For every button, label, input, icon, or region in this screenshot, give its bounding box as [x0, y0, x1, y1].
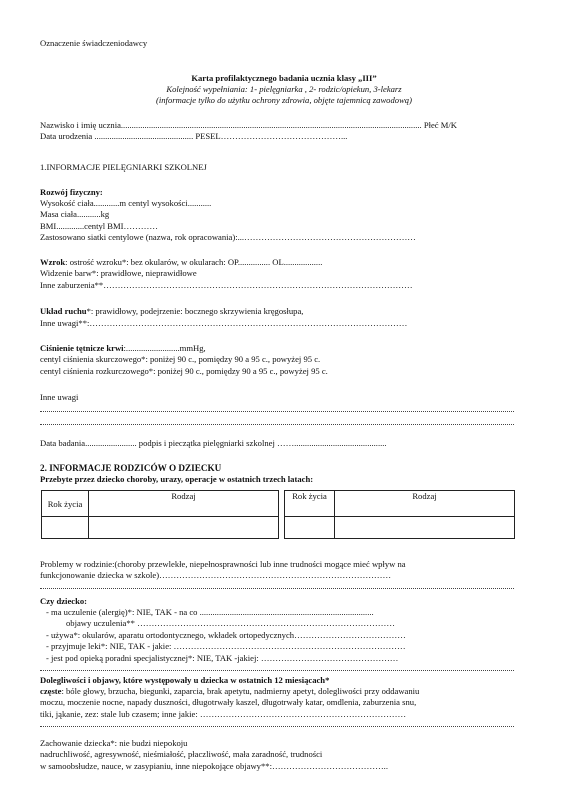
uses-aids-field[interactable]: - używa*: okularów, aparatu ortodontycznego, wkładek ortopedycznych…………………………………	[46, 630, 406, 640]
section2-title: 2. INFORMACJE RODZICÓW O DZIECKU	[40, 463, 222, 473]
systolic-centile-field[interactable]: centyl ciśnienia skurczowego*: poniżej 90 c., pomiędzy 90 a 95 c., powyżej 95 c.	[40, 354, 321, 364]
bp-text: :.........................mmHg,	[123, 343, 206, 353]
centile-grids-field[interactable]: Zastosowano siatki centylowe (nazwa, rok opracowania):...……………………………………………………	[40, 232, 416, 242]
motor-label: Układ ruchu	[40, 306, 87, 316]
type-header: Rodzaj	[335, 491, 515, 517]
diseases-heading: Przebyte przez dziecko choroby, urazy, operacje w ostatnich trzech latach:	[40, 474, 314, 484]
confidentiality-note: (informacje tylko do użytku ochrony zdrowia, objęte tajemnicą zawodową)	[156, 95, 412, 105]
bmi-field[interactable]: BMI.............centyl BMI…………	[40, 221, 158, 231]
other-notes-label: Inne uwagi	[40, 392, 79, 402]
year-cell[interactable]	[42, 517, 89, 539]
specialist-clinic-field[interactable]: - jest pod opieką poradni specjalistycznej*: NIE, TAK -jakiej: …………………………………………	[46, 653, 399, 663]
section-divider	[40, 670, 514, 671]
motor-notes-field[interactable]: Inne uwagi**:…………………………………………………………………………………………………	[40, 318, 408, 328]
section1-title: 1.INFORMACJE PIELĘGNIARKI SZKOLNEJ	[40, 162, 207, 172]
provider-label: Oznaczenie świadczeniodawcy	[40, 38, 148, 48]
exam-date-signature-field[interactable]: Data badania........................ podpis i pieczątka pielęgniarki szkolnej ……...........................................	[40, 438, 387, 448]
ailments-heading: Dolegliwości i objawy, które występowały u dziecka w ostatnich 12 miesiącach*	[40, 675, 330, 685]
motor-field[interactable]	[40, 306, 303, 317]
family-problems-line[interactable]	[40, 588, 514, 589]
year-header: Rok życia	[285, 491, 335, 517]
does-child-heading: Czy dziecko:	[40, 596, 88, 606]
student-name-field[interactable]: Nazwisko i imię ucznia............................................................................................................................................ Płeć M/K	[40, 120, 458, 130]
vision-text: : ostrość wzroku*: bez okularów, w okularach: OP............... OL..................	[65, 257, 323, 267]
behavior-options: nadruchliwość, agresywność, nieśmiałość, płaczliwość, mała zaradność, trudności	[40, 749, 323, 759]
diseases-table-left	[41, 490, 279, 539]
behavior-field[interactable]: Zachowanie dziecka*: nie budzi niepokoju	[40, 738, 188, 748]
weight-field[interactable]: Masa ciała...........kg	[40, 209, 110, 219]
frequent-text: : bóle głowy, brzucha, biegunki, zaparcia, brak apetytu, nadmierny apetyt, dolegliwości przy oddawaniu	[61, 686, 420, 696]
motor-text: *: prawidłowy, podejrzenie: bocznego skrzywienia kręgosłupa,	[86, 306, 304, 316]
physical-heading: Rozwój fizyczny:	[40, 187, 103, 197]
page-title: Karta profilaktycznego badania ucznia klasy „III”	[191, 73, 377, 83]
fill-order-note: Kolejność wypełniania: 1- pielęgniarka , 2- rodzic/opiekun, 3-lekarz	[166, 84, 402, 94]
allergy-field[interactable]: - ma uczulenie (alergię)*: NIE, TAK - na co .................................................................................	[46, 607, 374, 617]
other-disorders-field[interactable]: Inne zaburzenia**………………………………………………………………………………………………	[40, 280, 413, 290]
behavior-other-field[interactable]: w samoobsłudze, nauce, w zasypianiu, inne niepokojące objawy**:…………………………………..	[40, 761, 388, 771]
frequent-ailments-field[interactable]	[40, 686, 419, 697]
notes-line-2[interactable]	[40, 424, 514, 425]
family-problems-field[interactable]: funkcjonowanie dziecka w szkole)………………………………………………………………………	[40, 570, 392, 580]
diastolic-centile-field[interactable]: centyl ciśnienia rozkurczowego*: poniżej 90 c., pomiędzy 90 a 95 c., powyżej 95 c.	[40, 366, 328, 376]
frequent-ailments-line2: moczu, moczenie nocne, napady duszności, długotrwały kaszel, długotrwały katar, omdlenia, zaburzenia snu,	[40, 697, 417, 707]
diseases-table-right	[284, 490, 515, 539]
notes-line-1[interactable]	[40, 411, 514, 412]
frequent-ailments-line3[interactable]: tiki, jąkanie, zez: stale lub czasem; inne jakie: ………………………………………………………………	[40, 709, 407, 719]
allergy-symptoms-field[interactable]: objawy uczulenia** ………………………………………………………………………………	[66, 618, 395, 628]
birth-pesel-field[interactable]: Data urodzenia .............................................. PESEL……………………………………...	[40, 131, 348, 141]
type-header: Rodzaj	[89, 491, 279, 517]
vision-field[interactable]	[40, 257, 322, 268]
family-problems-text: Problemy w rodzinie:(choroby przewlekłe, niepełnosprawności lub inne trudności mogące mieć wpływ na	[40, 559, 406, 569]
type-cell[interactable]	[89, 517, 279, 539]
medications-field[interactable]: - przyjmuje leki*: NIE, TAK - jakie: ………………………………………………………………………	[46, 641, 406, 651]
frequent-label: częste	[40, 686, 62, 696]
color-vision-field[interactable]: Widzenie barw*: prawidłowe, nieprawidłowe	[40, 268, 197, 278]
bp-label: Ciśnienie tętnicze krwi	[40, 343, 124, 353]
height-field[interactable]: Wysokość ciała............m centyl wysokości...........	[40, 198, 212, 208]
year-header: Rok życia	[42, 491, 89, 517]
year-cell[interactable]	[285, 517, 335, 539]
blood-pressure-field[interactable]	[40, 343, 206, 354]
vision-label: Wzrok	[40, 257, 66, 267]
ailments-line[interactable]	[40, 726, 514, 727]
type-cell[interactable]	[335, 517, 515, 539]
